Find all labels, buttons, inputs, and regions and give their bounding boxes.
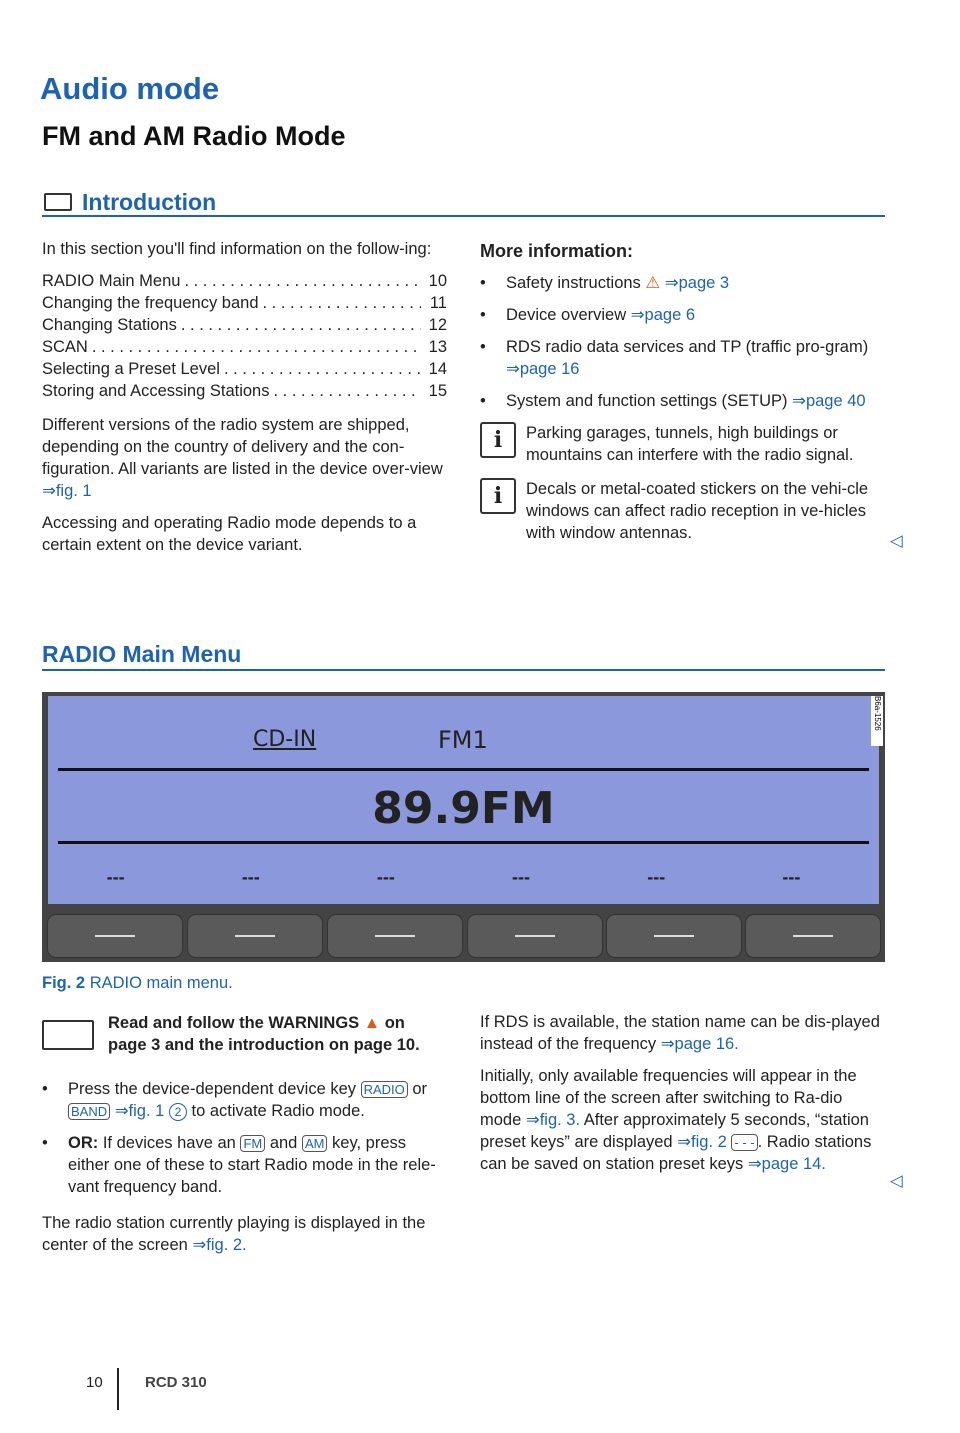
book-icon xyxy=(42,1020,94,1050)
toc-label: Changing the frequency band xyxy=(42,294,259,312)
text: Different versions of the radio system are shipped, depending on the country of delivery and the con-figuration. All variants are listed in the device over-view xyxy=(42,416,443,478)
toc-entry[interactable] xyxy=(42,270,447,292)
more-title: More information: xyxy=(480,241,633,261)
preset-button[interactable] xyxy=(47,914,183,958)
preset-row xyxy=(48,866,859,888)
radio-key: RADIO xyxy=(361,1081,408,1098)
caption-number: Fig. 2 xyxy=(42,974,86,992)
paragraph xyxy=(42,1212,447,1256)
page-link[interactable]: ⇒page 6 xyxy=(630,306,696,324)
callout-number: 2 xyxy=(169,1103,187,1121)
info-note xyxy=(480,478,885,544)
divider xyxy=(42,215,885,217)
toc-label: SCAN xyxy=(42,338,88,356)
preset-slot: --- xyxy=(241,867,260,887)
model-name: RCD 310 xyxy=(145,1374,207,1391)
text: If RDS is available, the station name can be dis-played instead of the frequency xyxy=(480,1013,880,1053)
toc-page: 13 xyxy=(428,338,447,356)
preset-button[interactable] xyxy=(187,914,323,958)
list-item xyxy=(480,336,885,380)
text: Device overview xyxy=(506,306,627,324)
preset-button[interactable] xyxy=(467,914,603,958)
divider xyxy=(42,669,885,671)
fig-link[interactable]: ⇒fig. 2. xyxy=(192,1236,247,1254)
list-item xyxy=(42,1132,447,1198)
am-key: AM xyxy=(302,1135,328,1152)
toc-label: Selecting a Preset Level xyxy=(42,360,220,378)
figure-caption xyxy=(42,972,233,994)
more-info xyxy=(480,240,885,556)
info-icon: i xyxy=(480,422,516,458)
note-text: Parking garages, tunnels, high buildings or mountains can interfere with the radio signal. xyxy=(526,424,854,464)
preset-button[interactable] xyxy=(327,914,463,958)
toc-label: Storing and Accessing Stations xyxy=(42,382,270,400)
preset-slot: --- xyxy=(376,867,395,887)
preset-slot: --- xyxy=(512,867,531,887)
fig-link[interactable]: ⇒fig. 2 xyxy=(677,1133,727,1151)
toc-page: 15 xyxy=(428,382,447,400)
toc-label: RADIO Main Menu xyxy=(42,272,181,290)
text: If devices have an xyxy=(102,1134,236,1152)
info-note xyxy=(480,422,885,466)
list-item xyxy=(42,1078,447,1122)
paragraph: Initially, only available frequencies will appear in the bottom line of the screen after switching to Ra-dio mode ⇒fig. 3. After approximately 5 seconds, “station preset keys” are displayed ⇒fig. 2 - - - . Radio stations can be saved on station preset keys ⇒page 14. xyxy=(480,1067,872,1173)
section-title: Audio mode xyxy=(40,71,220,106)
note-text: Decals or metal-coated stickers on the vehi-cle windows can affect radio reception in ve-hicles with window antennas. xyxy=(526,480,869,542)
figure-code: B6a-1526 xyxy=(871,696,883,746)
text: OR: xyxy=(68,1134,99,1152)
chapter-title: FM and AM Radio Mode xyxy=(42,121,346,151)
text: or xyxy=(412,1080,428,1098)
text: to activate Radio mode. xyxy=(191,1102,365,1120)
text: page 3 and the introduction on page 10. xyxy=(108,1036,420,1054)
toc-entry[interactable] xyxy=(42,336,447,358)
toc-page: 14 xyxy=(428,360,447,378)
warning-icon: ⚠ xyxy=(645,274,661,292)
intro-para2: Accessing and operating Radio mode depends to a certain extent on the device variant. xyxy=(42,514,417,554)
toc-page: 12 xyxy=(428,316,447,334)
toc-page: 10 xyxy=(428,272,447,290)
preset-button[interactable] xyxy=(745,914,881,958)
toc-label: Changing Stations xyxy=(42,316,177,334)
page-link[interactable]: ⇒page 16 xyxy=(506,360,580,378)
left-column xyxy=(42,1012,447,1266)
band-key: BAND xyxy=(68,1103,110,1120)
fig-link[interactable]: ⇒fig. 1 xyxy=(42,482,92,500)
list-item xyxy=(480,304,885,326)
intro-column xyxy=(42,238,447,566)
text: After approximately 5 seconds, “station preset keys” are displayed xyxy=(480,1111,869,1151)
text: key, press either one of these to start Radio mode in the rele-vant frequency band. xyxy=(68,1134,436,1196)
page-link[interactable]: ⇒page 16. xyxy=(660,1035,739,1053)
text: The radio station currently playing is displayed in the center of the screen xyxy=(42,1214,426,1254)
toc-entry[interactable] xyxy=(42,292,447,314)
preset-slot: --- xyxy=(647,867,666,887)
text: Safety instructions xyxy=(506,274,641,292)
intro-title: Introduction xyxy=(82,189,217,215)
intro-para xyxy=(42,414,447,502)
toc-entry[interactable] xyxy=(42,380,447,402)
footer-divider xyxy=(117,1368,119,1410)
info-icon: i xyxy=(480,478,516,514)
radio-screen-figure xyxy=(42,692,885,962)
fm-key: FM xyxy=(240,1135,265,1152)
fig-link[interactable]: ⇒fig. 1 xyxy=(114,1102,165,1120)
text: Initially, only available frequencies will appear in the bottom line of the screen after switching to Ra-dio mode xyxy=(480,1067,857,1129)
preset-slot: --- xyxy=(106,867,125,887)
right-column xyxy=(480,1011,885,1185)
text: Read and follow the WARNINGS xyxy=(108,1014,360,1032)
text: and xyxy=(269,1134,298,1152)
end-triangle-icon: ◁ xyxy=(890,1172,903,1190)
text: on xyxy=(384,1014,405,1032)
warning-note xyxy=(42,1012,447,1056)
intro-heading xyxy=(44,188,216,216)
text: RDS radio data services and TP (traffic pro-gram) xyxy=(506,338,869,356)
warning-icon: ▲ xyxy=(363,1014,381,1032)
page-link[interactable]: ⇒page 14. xyxy=(747,1155,826,1173)
lcd-display xyxy=(48,696,879,904)
toc-page: 11 xyxy=(429,294,447,312)
intro-lead: In this section you'll find information on the follow-ing: xyxy=(42,240,432,258)
paragraph xyxy=(480,1011,885,1055)
caption-text: RADIO main menu. xyxy=(89,974,233,992)
fig-link[interactable]: ⇒fig. 3. xyxy=(525,1111,581,1129)
frequency-display: 89.9FM xyxy=(372,783,555,834)
source-label: CD-IN xyxy=(253,727,317,752)
toc-entry[interactable] xyxy=(42,314,447,336)
list-item xyxy=(480,390,885,412)
band-label: FM1 xyxy=(438,726,488,754)
end-triangle-icon: ◁ xyxy=(890,532,903,550)
toc xyxy=(42,270,447,402)
book-icon xyxy=(44,193,72,211)
page-link[interactable]: ⇒page 40 xyxy=(792,392,866,410)
text: System and function settings (SETUP) xyxy=(506,392,788,410)
toc-entry[interactable] xyxy=(42,358,447,380)
page-number: 10 xyxy=(86,1374,103,1391)
text: Press the device-dependent device key xyxy=(68,1080,357,1098)
main-menu-title: RADIO Main Menu xyxy=(42,641,242,667)
preset-slot: --- xyxy=(782,867,801,887)
preset-key: - - - xyxy=(731,1134,757,1151)
page-link[interactable]: ⇒page 3 xyxy=(664,274,730,292)
list-item xyxy=(480,272,885,294)
text: Radio stations can be saved on station preset keys xyxy=(480,1133,872,1173)
preset-button[interactable] xyxy=(606,914,742,958)
